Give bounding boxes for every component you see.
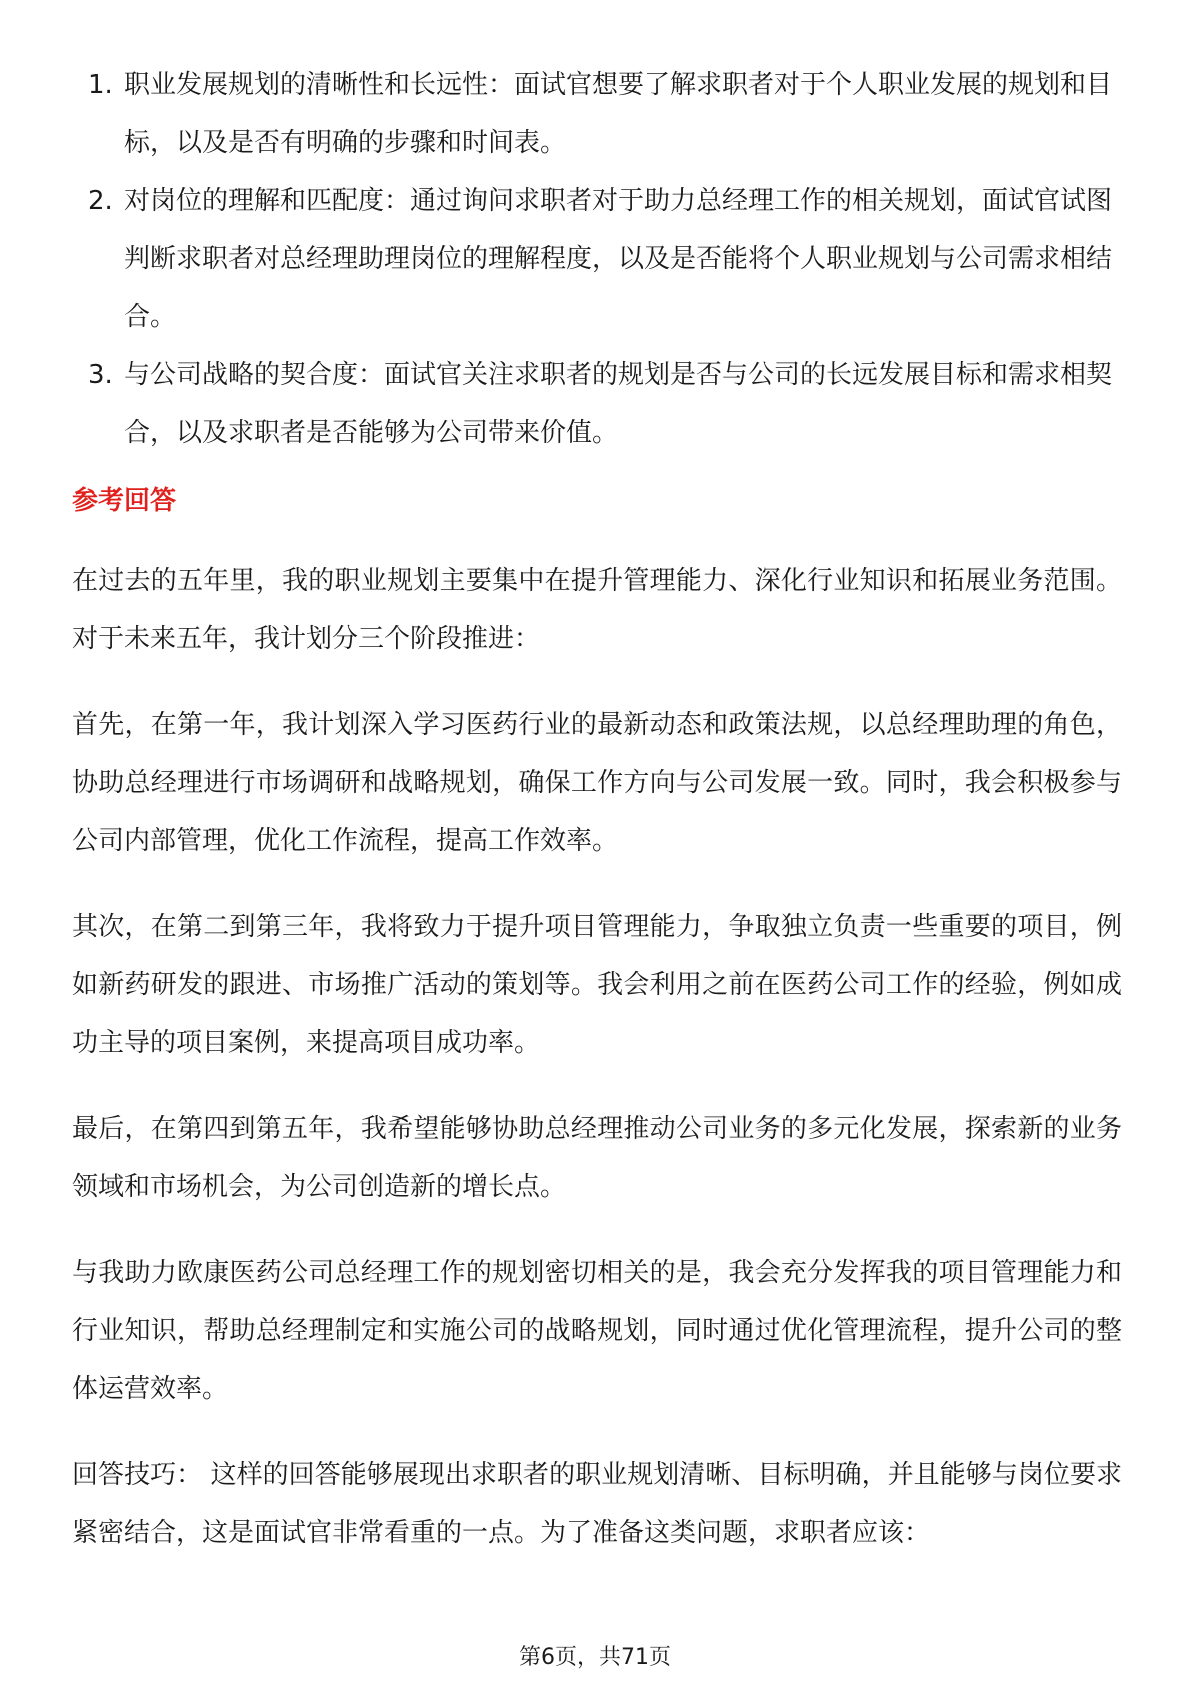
criteria-list: [72, 56, 1122, 462]
section-title: 参考回答: [72, 486, 177, 516]
paragraph: 首先，在第一年，我计划深入学习医药行业的最新动态和政策法规，以总经理助理的角色，协助总经理进行市场调研和战略规划，确保工作方向与公司发展一致。同时，我会积极参与公司内部管理，优化工作流程，提高工作效率。: [72, 710, 1122, 856]
paragraph: 其次，在第二到第三年，我将致力于提升项目管理能力，争取独立负责一些重要的项目，例如新药研发的跟进、市场推广活动的策划等。我会利用之前在医药公司工作的经验，例如成功主导的项目案例，来提高项目成功率。: [72, 912, 1122, 1058]
paragraph: 在过去的五年里，我的职业规划主要集中在提升管理能力、深化行业知识和拓展业务范围。对于未来五年，我计划分三个阶段推进：: [72, 566, 1122, 654]
list-text: 与公司战略的契合度：面试官关注求职者的规划是否与公司的长远发展目标和需求相契合，以及求职者是否能够为公司带来价值。: [124, 360, 1113, 448]
paragraph: 最后，在第四到第五年，我希望能够协助总经理推动公司业务的多元化发展，探索新的业务领域和市场机会，为公司创造新的增长点。: [72, 1114, 1122, 1202]
paragraph: 回答技巧： 这样的回答能够展现出求职者的职业规划清晰、目标明确，并且能够与岗位要求紧密结合，这是面试官非常看重的一点。为了准备这类问题，求职者应该：: [72, 1460, 1122, 1548]
list-number: 3.: [88, 360, 113, 390]
page-content: [72, 56, 1122, 1590]
list-number: 2.: [88, 186, 113, 216]
list-text: 对岗位的理解和匹配度：通过询问求职者对于助力总经理工作的相关规划，面试官试图判断求职者对总经理助理岗位的理解程度，以及是否能将个人职业规划与公司需求相结合。: [124, 186, 1113, 332]
list-item: [72, 56, 1122, 172]
list-number: 1.: [88, 70, 113, 100]
list-item: [72, 172, 1122, 346]
page-number: 第6页，共71页: [519, 1645, 671, 1670]
list-text: 职业发展规划的清晰性和长远性：面试官想要了解求职者对于个人职业发展的规划和目标，以及是否有明确的步骤和时间表。: [124, 70, 1113, 158]
paragraph: 与我助力欧康医药公司总经理工作的规划密切相关的是，我会充分发挥我的项目管理能力和行业知识，帮助总经理制定和实施公司的战略规划，同时通过优化管理流程，提升公司的整体运营效率。: [72, 1258, 1122, 1404]
list-item: [72, 346, 1122, 462]
